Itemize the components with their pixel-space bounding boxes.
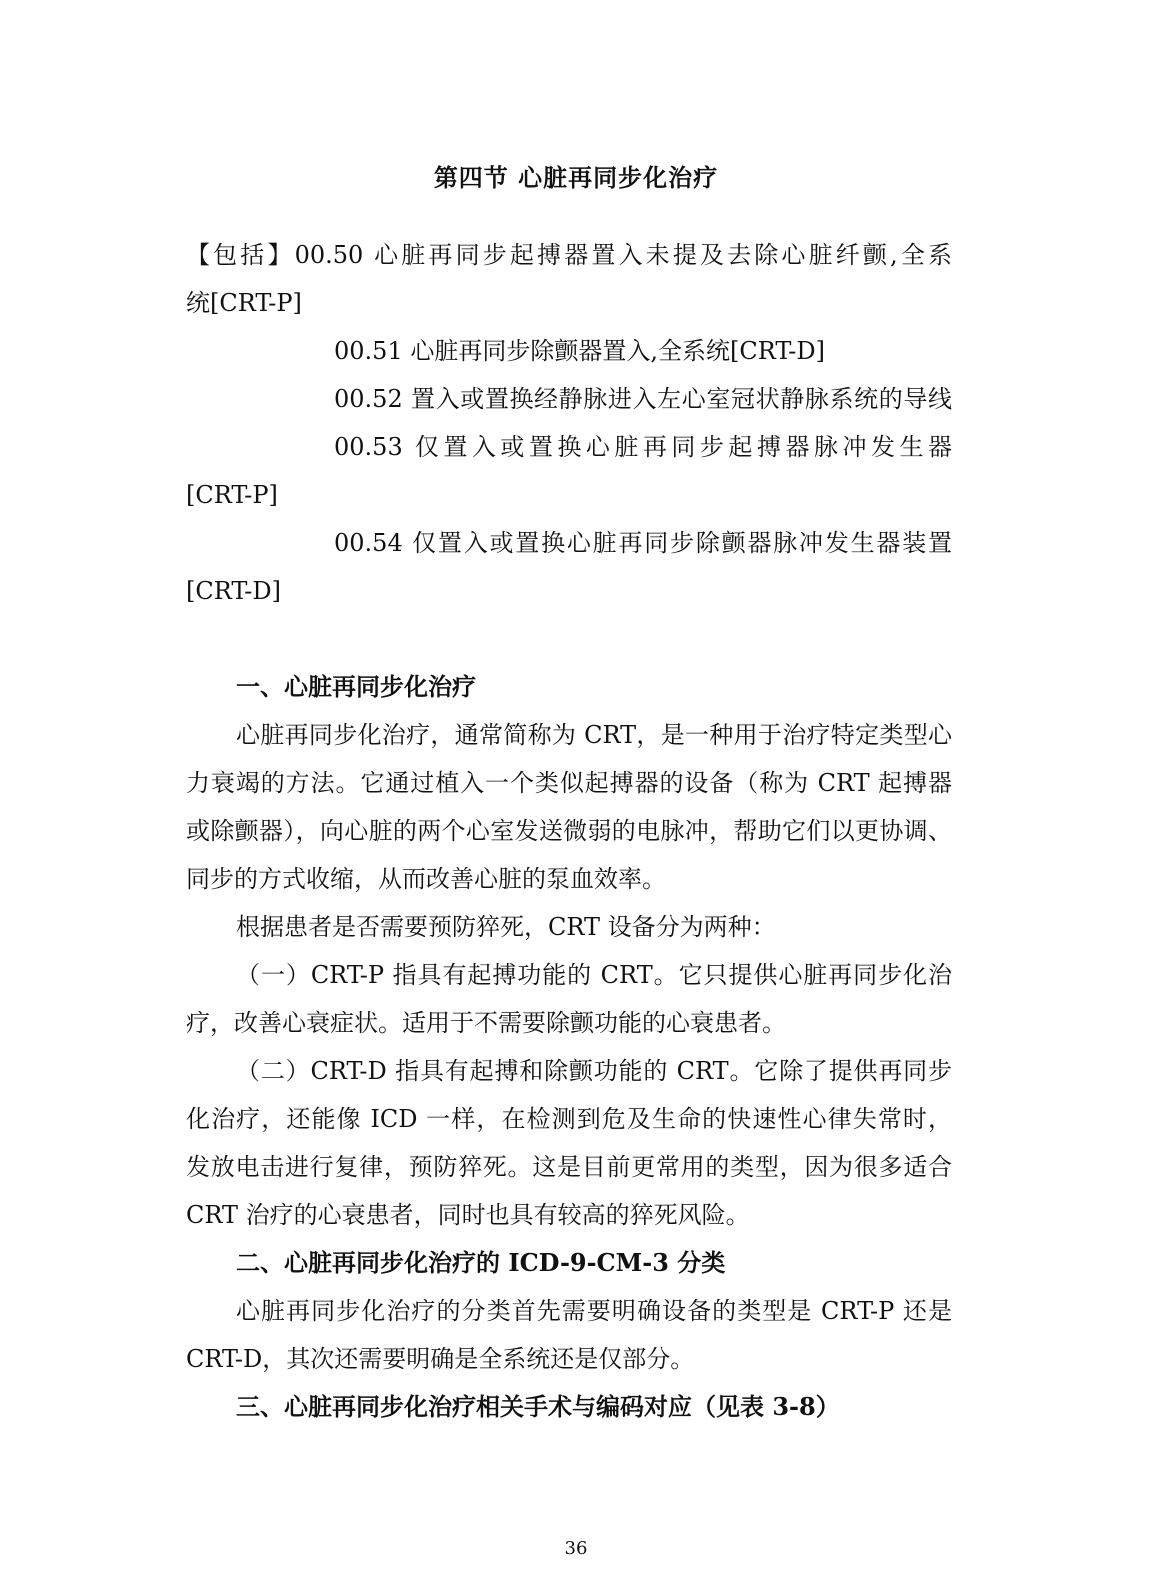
includes-line-00-51: 00.51 心脏再同步除颤器置入,全系统[CRT-D]: [334, 337, 825, 365]
page-number: 36: [564, 1538, 588, 1559]
section1-paragraph-line: 同步的方式收缩，从而改善心脏的泵血效率。: [186, 865, 666, 893]
section2-paragraph-line: 心脏再同步化治疗的分类首先需要明确设备的类型是 CRT-P 还是: [236, 1297, 952, 1325]
section1-heading: 一、心脏再同步化治疗: [236, 672, 476, 701]
includes-line-crt-p-2: [CRT-P]: [186, 481, 278, 509]
section2-heading: 二、心脏再同步化治疗的 ICD-9-CM-3 分类: [236, 1248, 726, 1277]
page-title: 第四节 心脏再同步化治疗: [433, 163, 719, 192]
includes-line-00-50: 【包括】00.50 心脏再同步起搏器置入未提及去除心脏纤颤,全系: [186, 241, 952, 269]
section1-paragraph-line: 心脏再同步化治疗，通常简称为 CRT，是一种用于治疗特定类型心: [236, 721, 952, 749]
includes-line-crt-d: [CRT-D]: [186, 577, 282, 605]
section1-paragraph-line: 根据患者是否需要预防猝死，CRT 设备分为两种：: [236, 913, 776, 941]
section2-paragraph-line: CRT-D，其次还需要明确是全系统还是仅部分。: [186, 1345, 695, 1373]
includes-line-crt-p: 统[CRT-P]: [186, 289, 302, 317]
includes-line-00-53: 00.53 仅置入或置换心脏再同步起搏器脉冲发生器: [334, 433, 952, 461]
crt-d-paragraph-line: CRT 治疗的心衰患者，同时也具有较高的猝死风险。: [186, 1201, 750, 1229]
crt-d-paragraph-line: 发放电击进行复律，预防猝死。这是目前更常用的类型，因为很多适合: [186, 1153, 952, 1181]
section1-paragraph-line: 或除颤器），向心脏的两个心室发送微弱的电脉冲，帮助它们以更协调、: [186, 817, 952, 845]
crt-p-paragraph-line: 疗，改善心衰症状。适用于不需要除颤功能的心衰患者。: [186, 1009, 786, 1037]
crt-d-paragraph-line: （二）CRT-D 指具有起搏和除颤功能的 CRT。它除了提供再同步: [236, 1057, 952, 1085]
includes-line-00-54: 00.54 仅置入或置换心脏再同步除颤器脉冲发生器装置: [334, 529, 952, 557]
crt-p-paragraph-line: （一）CRT-P 指具有起搏功能的 CRT。它只提供心脏再同步化治: [236, 961, 952, 989]
section3-heading: 三、心脏再同步化治疗相关手术与编码对应（见表 3-8）: [236, 1392, 840, 1421]
includes-line-00-52: 00.52 置入或置换经静脉进入左心室冠状静脉系统的导线: [334, 385, 952, 413]
crt-d-paragraph-line: 化治疗，还能像 ICD 一样，在检测到危及生命的快速性心律失常时，: [186, 1105, 952, 1133]
section1-paragraph-line: 力衰竭的方法。它通过植入一个类似起搏器的设备（称为 CRT 起搏器: [186, 769, 952, 797]
